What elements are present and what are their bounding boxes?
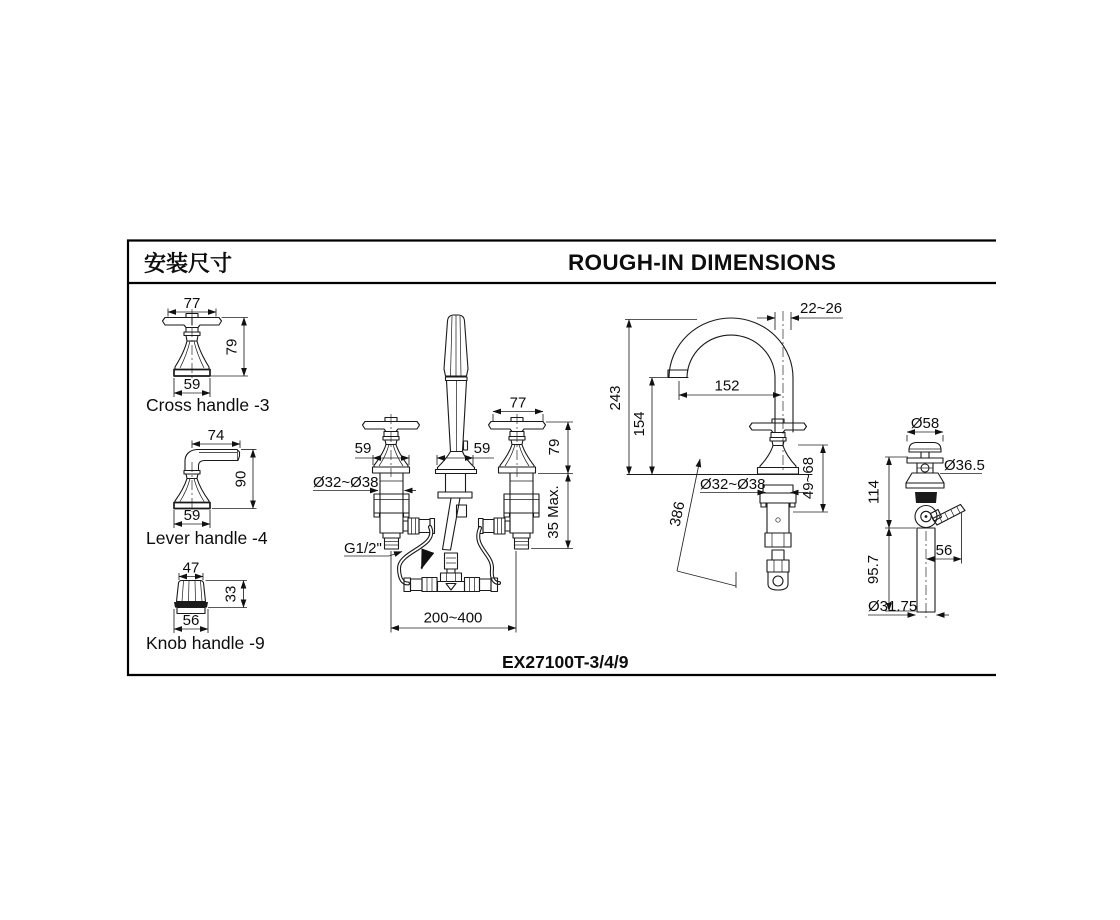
front-spout-base-width: 59	[473, 440, 491, 457]
cross-handle-drawing	[146, 295, 270, 415]
front-left-handle-width: 59	[354, 440, 372, 457]
knob-top-width: 47	[182, 559, 200, 577]
sheet-frame	[127, 240, 996, 677]
lever-base-width: 59	[183, 507, 201, 524]
drain-pipe-diameter: Ø31.75	[868, 598, 918, 615]
header	[144, 250, 836, 276]
side-reach: 152	[714, 377, 740, 395]
title-chinese: 安装尺寸	[144, 251, 233, 276]
cross-handle-label: Cross handle -3	[146, 395, 270, 415]
side-total-height: 243	[607, 385, 624, 411]
front-handle-top-width: 77	[509, 394, 527, 412]
knob-handle-label: Knob handle -9	[146, 633, 265, 653]
drain-rod-offset: 56	[935, 542, 953, 559]
title-english: ROUGH-IN DIMENSIONS	[568, 250, 837, 275]
lever-height: 90	[232, 470, 250, 488]
front-view-drawing	[313, 315, 629, 672]
drain-cap-diameter: Ø58	[910, 415, 940, 432]
lever-handle-label: Lever handle -4	[146, 528, 268, 548]
front-deck-max: 35 Max.	[545, 485, 562, 539]
cross-height: 79	[223, 338, 241, 356]
front-spread: 200~400	[423, 609, 483, 627]
side-spout-height: 154	[631, 411, 648, 437]
side-spout-tip-width: 22~26	[800, 300, 843, 317]
side-hose-length: 386	[666, 500, 689, 529]
cross-base-width: 59	[183, 376, 201, 393]
knob-height: 33	[222, 585, 240, 603]
side-deck-range: 49~68	[800, 456, 817, 500]
front-hole-diameter: Ø32~Ø38	[313, 474, 379, 491]
drain-upper-height: 114	[865, 480, 883, 504]
front-handle-height: 79	[546, 438, 563, 456]
knob-base-width: 56	[182, 612, 200, 629]
knob-handle-drawing	[146, 560, 265, 654]
side-hole-diameter: Ø32~Ø38	[700, 476, 766, 493]
cross-top-width: 77	[183, 295, 201, 312]
side-view-drawing	[607, 300, 843, 590]
lever-handle-drawing	[146, 427, 268, 548]
drain-flange-diameter: Ø36.5	[944, 457, 985, 474]
front-thread-size: G1/2"	[344, 540, 382, 557]
lever-top-width: 74	[207, 427, 225, 444]
drain-drawing	[865, 415, 985, 619]
drain-lower-height: 95.7	[865, 554, 882, 585]
product-code: EX27100T-3/4/9	[502, 652, 629, 672]
